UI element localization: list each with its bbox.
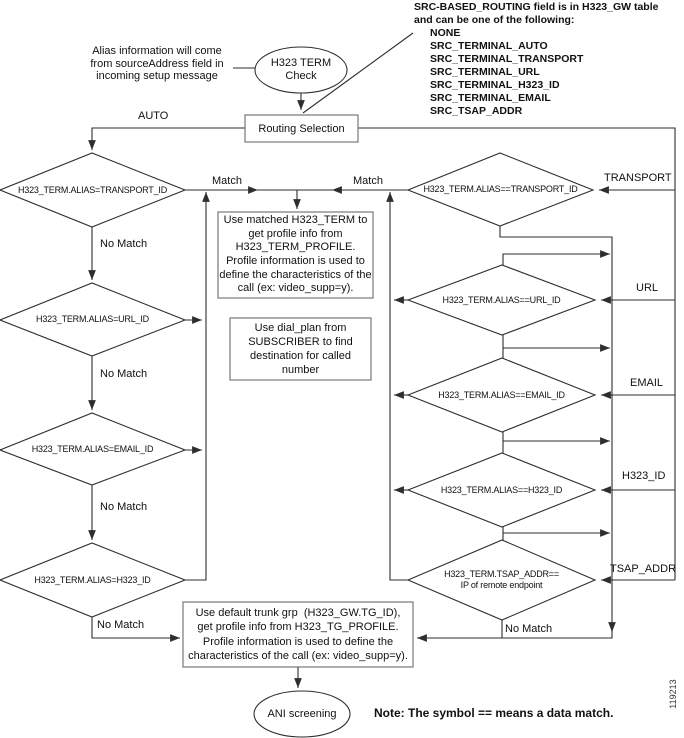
edge-r2-top-stub bbox=[503, 254, 610, 265]
profile-box-line: Profile information is used to bbox=[226, 255, 365, 267]
src-routing-header: SRC-BASED_ROUTING field is in H323_GW table bbox=[414, 1, 659, 13]
src-routing-option: SRC_TERMINAL_URL bbox=[430, 66, 540, 78]
edge-label-auto: AUTO bbox=[138, 110, 169, 122]
edge-label-match-right: Match bbox=[353, 175, 383, 187]
profile-box-line: define the characteristics of the bbox=[219, 268, 372, 281]
dialplan-box-line: SUBSCRIBER to find bbox=[248, 336, 353, 348]
routing-box-label: Routing Selection bbox=[258, 122, 345, 135]
profile-box-line: call (ex: video_supp=y). bbox=[237, 282, 354, 295]
edge-left-collector bbox=[185, 192, 206, 580]
edge-label-url: URL bbox=[636, 282, 659, 294]
dialplan-box-line: Use dial_plan from bbox=[254, 322, 347, 334]
src-routing-annotation bbox=[414, 1, 658, 118]
diamond-left-h323id-label: H323_TERM.ALIAS=H323_ID bbox=[34, 574, 151, 585]
edge-label-no-match: No Match bbox=[100, 501, 148, 513]
src-routing-option: SRC_TERMINAL_AUTO bbox=[430, 40, 548, 52]
alias-annotation bbox=[78, 45, 236, 83]
edge-label-tsap: TSAP_ADDR bbox=[610, 563, 677, 575]
src-routing-option: SRC_TERMINAL_H323_ID bbox=[430, 79, 560, 91]
trunk-box-line: Use default trunk grp (H323_GW.TG_ID), bbox=[195, 606, 401, 619]
edge-label-transport: TRANSPORT bbox=[604, 172, 672, 184]
process-box-borders bbox=[183, 115, 413, 667]
edge-auto-branch bbox=[92, 128, 245, 150]
dialplan-box-line: number bbox=[281, 364, 320, 376]
edge-label-h323id: H323_ID bbox=[622, 470, 666, 482]
diamond-right-h323id-label: H323_TERM.ALIAS==H323_ID bbox=[440, 484, 563, 495]
edge-label-no-match: No Match bbox=[505, 623, 553, 635]
start-oval-line: Check bbox=[285, 70, 317, 82]
dialplan-box-line: destination for called bbox=[250, 350, 351, 362]
end-oval-label: ANI screening bbox=[267, 708, 337, 720]
trunk-box-text bbox=[185, 604, 411, 665]
alias-annotation-line: Alias information will come bbox=[92, 45, 222, 57]
profile-box-line: H323_TERM_PROFILE. bbox=[235, 241, 356, 254]
trunk-box-line: characteristics of the call (ex: video_supp=y). bbox=[188, 650, 408, 662]
profile-box-line: get profile info from bbox=[248, 227, 343, 240]
edge-label-email: EMAIL bbox=[630, 377, 664, 389]
edge-label-no-match: No Match bbox=[100, 238, 148, 250]
trunk-box-line: Profile information is used to define the bbox=[202, 635, 394, 648]
diamond-right-tsap-label bbox=[408, 540, 595, 620]
trunk-box-line: get profile info from H323_TG_PROFILE. bbox=[197, 621, 399, 633]
start-oval-line: H323 TERM bbox=[270, 57, 332, 69]
alias-annotation-line: incoming setup message bbox=[96, 70, 218, 82]
figure-number: 119213 bbox=[668, 679, 678, 709]
diamond-right-url-label: H323_TERM.ALIAS==URL_ID bbox=[442, 294, 561, 305]
src-routing-header: and can be one of the following: bbox=[414, 14, 575, 26]
diamond-right-email-label: H323_TERM.ALIAS==EMAIL_ID bbox=[438, 389, 565, 400]
profile-box-text bbox=[220, 214, 371, 296]
src-routing-option: SRC_TERMINAL_TRANSPORT bbox=[430, 53, 584, 65]
profile-box-line: Use matched H323_TERM to bbox=[223, 214, 368, 227]
diamond-left-email-label: H323_TERM.ALIAS=EMAIL_ID bbox=[31, 443, 154, 454]
diamond-right-tsap-line: IP of remote endpoint bbox=[460, 580, 543, 590]
alias-annotation-line: from sourceAddress field in bbox=[90, 57, 224, 70]
src-routing-option: NONE bbox=[430, 27, 461, 39]
diamond-left-transport-label: H323_TERM.ALIAS=TRANSPORT_ID bbox=[17, 184, 168, 195]
start-oval-label bbox=[255, 48, 347, 92]
diamond-right-tsap-line: H323_TERM.TSAP_ADDR== bbox=[444, 569, 559, 579]
footnote: Note: The symbol == means a data match. bbox=[374, 706, 614, 720]
dialplan-box-text bbox=[232, 320, 369, 378]
edge-label-match-left: Match bbox=[212, 175, 242, 187]
diamond-right-transport-label: H323_TERM.ALIAS==TRANSPORT_ID bbox=[423, 184, 578, 194]
src-routing-option: SRC_TSAP_ADDR bbox=[430, 105, 523, 117]
src-routing-option: SRC_TERMINAL_EMAIL bbox=[430, 92, 551, 104]
diamond-left-url-label: H323_TERM.ALIAS=URL_ID bbox=[36, 314, 149, 324]
edge-label-no-match: No Match bbox=[97, 619, 145, 631]
edge-right-collector bbox=[390, 192, 408, 580]
edge-label-no-match: No Match bbox=[100, 368, 148, 380]
